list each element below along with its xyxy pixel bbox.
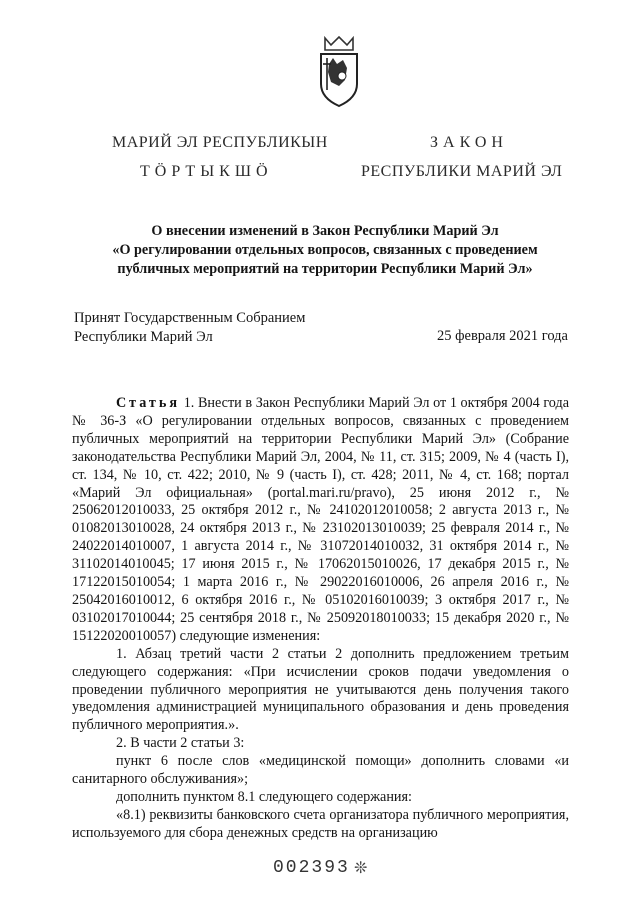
article-body bbox=[72, 395, 569, 843]
header-right-title: ЗАКОН bbox=[430, 134, 508, 151]
header-left-subtitle: ТӦРТЫКШӦ bbox=[140, 163, 273, 180]
item-1-paragraph: 1. Абзац третий части 2 статьи 2 дополнить предложением третьим следующего содержания: «При исчислении сроков подачи уведомления о проведении публичного мероприятия не учитываются день получения такого уведомления администрацией муниципального образования и день проведения публичного мероприятия.». bbox=[72, 645, 569, 734]
item-2a-paragraph: пункт 6 после слов «медицинской помощи» дополнить словами «и санитарного обслуживания»; bbox=[72, 753, 569, 788]
coat-of-arms-emblem bbox=[317, 36, 361, 108]
article-1-paragraph bbox=[72, 395, 569, 646]
item-2b-paragraph: дополнить пунктом 8.1 следующего содержания: bbox=[116, 788, 412, 805]
article-label: Статья bbox=[116, 395, 181, 411]
document-title bbox=[70, 222, 580, 279]
adopted-line: Республики Марий Эл bbox=[74, 329, 213, 345]
title-line: публичных мероприятий на территории Республики Марий Эл» bbox=[117, 261, 533, 277]
header-right-subtitle: РЕСПУБЛИКИ МАРИЙ ЭЛ bbox=[361, 163, 563, 180]
adopted-line: Принят Государственным Собранием bbox=[74, 310, 306, 326]
header-left-title: МАРИЙ ЭЛ РЕСПУБЛИКЫН bbox=[112, 134, 328, 151]
footer-ornament-icon: ❊ bbox=[354, 860, 368, 877]
adopted-by bbox=[74, 309, 305, 347]
document-serial-number: 002393 bbox=[273, 858, 350, 878]
item-2c-paragraph: «8.1) реквизиты банковского счета организатора публичного мероприятия, используемого для сбора денежных средств на организацию bbox=[72, 806, 569, 841]
title-line: О внесении изменений в Закон Республики Марий Эл bbox=[151, 223, 499, 239]
article-1-text: 1. Внести в Закон Республики Марий Эл от 1 октября 2004 года № 36-З «О регулировании отдельных вопросов, связанных с проведением публичных мероприятий на территории Республики Марий Эл» (Собрание законодательства Республики Марий Эл, 2004, № 11, ст. 315; 2009, № 4 (часть I), ст. 134, № 10, ст. 422; 2010, № 9 (часть I), ст. 428; 2011, № 4, ст. 168; портал «Марий Эл официальная» (portal.mari.ru/pravo), 25 июня 2012 г., № 25062012010033, 25 октября 2012 г., № 24102012010058; 2 августа 2013 г., № 01082013010028, 24 октября 2013 г., № 23102013010039; 25 февраля 2014 г., № 24022014010007, 1 августа 2014 г., № 31072014010032, 31 октября 2014 г., № 31102014010045; 17 июня 2015 г., № 17062015010026, 17 декабря 2015 г., № 17122015010054; 1 марта 2016 г., № 29022016010006, 26 апреля 2016 г., № 25042016010012, 6 октября 2016 г., № 05102016010039; 3 октября 2017 г., № 03102017010044; 25 сентября 2018 г., № 25092018010033; 15 декабря 2020 г., № 15122020010057) следующие изменения: bbox=[72, 395, 570, 644]
item-2-paragraph: 2. В части 2 статьи 3: bbox=[116, 735, 245, 752]
title-line: «О регулировании отдельных вопросов, связанных с проведением bbox=[112, 242, 538, 258]
adoption-date: 25 февраля 2021 года bbox=[436, 328, 568, 344]
